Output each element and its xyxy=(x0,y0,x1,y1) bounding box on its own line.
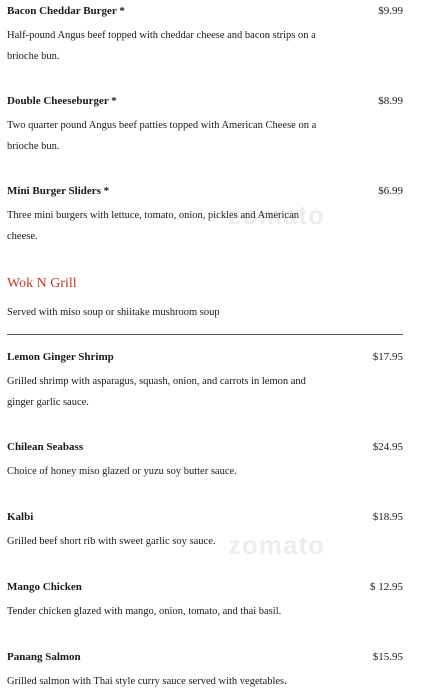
item-name: Panang Salmon xyxy=(7,651,81,663)
menu-item-bacon-cheddar-burger xyxy=(7,3,403,62)
item-description: Choice of honey miso glazed or yuzu soy butter sauce. xyxy=(7,466,237,477)
item-description: Grilled beef short rib with sweet garlic soy sauce. xyxy=(7,536,216,547)
item-name: Lemon Ginger Shrimp xyxy=(7,351,114,363)
item-name: Mango Chicken xyxy=(7,581,82,593)
menu-item-panang-salmon xyxy=(7,649,403,687)
item-name: Mini Burger Sliders * xyxy=(7,185,110,197)
item-description: Half-pound Angus beef topped with cheddar cheese and bacon strips on a brioche bun. xyxy=(7,30,316,62)
item-name: Bacon Cheddar Burger * xyxy=(7,5,125,17)
menu-item-double-cheeseburger xyxy=(7,93,403,152)
item-price: $9.99 xyxy=(378,5,403,17)
item-price: $ 12.95 xyxy=(370,581,403,593)
menu-item-chilean-seabass xyxy=(7,439,403,477)
item-description: Tender chicken glazed with mango, onion, tomato, and thai basil. xyxy=(7,606,282,617)
item-description: Grilled salmon with Thai style curry sauce served with vegetables. xyxy=(7,676,287,687)
item-price: $18.95 xyxy=(372,511,403,523)
item-price: $8.99 xyxy=(378,95,403,107)
watermark: zomato xyxy=(228,200,325,230)
item-name: Double Cheeseburger * xyxy=(7,95,117,107)
item-name: Chilean Seabass xyxy=(7,441,84,453)
item-price: $17.95 xyxy=(372,351,403,363)
item-price: $6.99 xyxy=(378,185,403,197)
menu-item-lemon-ginger-shrimp xyxy=(7,349,403,408)
section-divider xyxy=(7,334,403,335)
item-description: Grilled shrimp with asparagus, squash, onion, and carrots in lemon and ginger garlic sauce. xyxy=(7,376,306,408)
item-name: Kalbi xyxy=(7,511,34,523)
watermark: zomato xyxy=(228,530,325,560)
item-description: Two quarter pound Angus beef patties topped with American Cheese on a brioche bun. xyxy=(7,120,317,152)
menu-item-mango-chicken xyxy=(7,579,403,617)
item-description: Three mini burgers with lettuce, tomato, onion, pickles and American cheese. xyxy=(7,210,299,242)
item-price: $15.95 xyxy=(372,651,403,663)
section-title: Wok N Grill xyxy=(7,276,77,291)
item-price: $24.95 xyxy=(372,441,403,453)
section-subtitle: Served with miso soup or shiitake mushroom soup xyxy=(7,307,220,318)
